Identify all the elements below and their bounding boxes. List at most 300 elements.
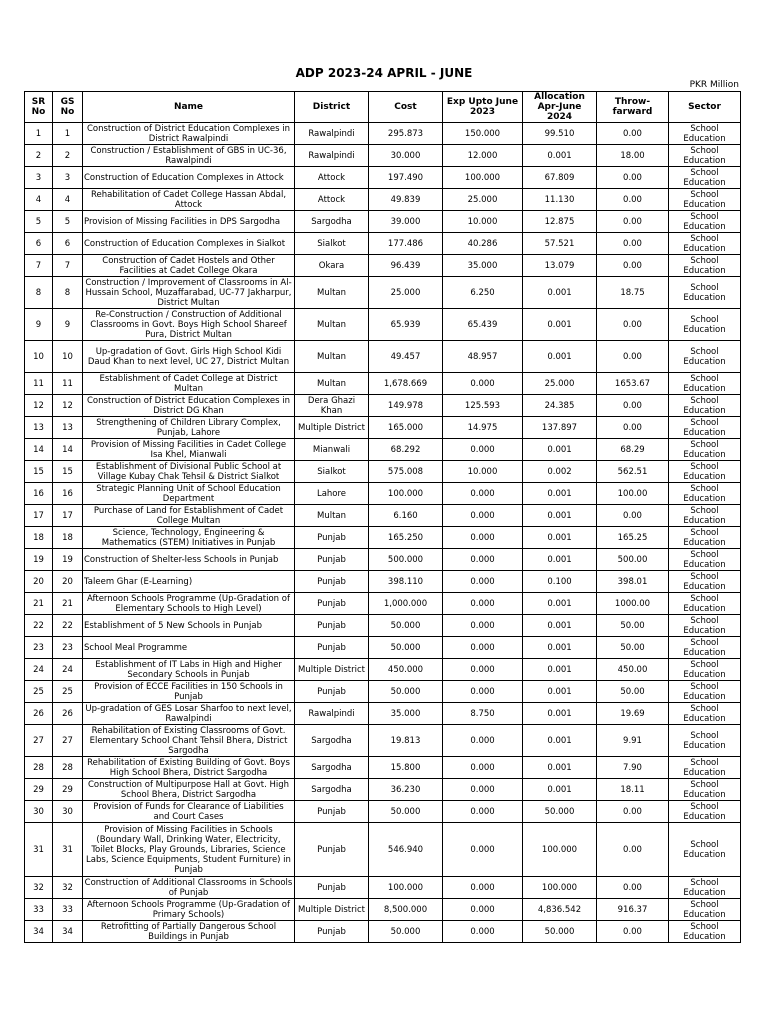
cell-district-text: Attock: [317, 172, 346, 183]
cell-name-text: Construction of District Education Complexes in District DG Khan: [86, 395, 291, 416]
cell-sr-no: [25, 779, 53, 801]
cell-cost-text: 165.000: [387, 422, 424, 433]
table-row: [25, 505, 741, 527]
cell-exp-upto-june-2023: [443, 341, 523, 373]
currency-unit-label: PKR Million: [689, 80, 739, 90]
document-title: ADP 2023-24 APRIL - JUNE: [295, 66, 473, 80]
table-row: [25, 725, 741, 757]
cell-exp-upto-june-2023: [443, 395, 523, 417]
cell-sr-no: [25, 145, 53, 167]
cell-allocation-apr-june-2024-text: 100.000: [541, 882, 578, 893]
cell-allocation-apr-june-2024: [523, 395, 597, 417]
cell-allocation-apr-june-2024-text: 0.001: [547, 319, 572, 330]
cell-exp-upto-june-2023: [443, 681, 523, 703]
cell-gs-no-text: 26: [62, 708, 73, 719]
cell-allocation-apr-june-2024: [523, 417, 597, 439]
table-row: [25, 659, 741, 681]
cell-allocation-apr-june-2024-text: 0.002: [547, 466, 572, 477]
cell-allocation-apr-june-2024-text: 0.001: [547, 708, 572, 719]
cell-sector: [669, 725, 741, 757]
cell-throw-forward-text: 562.51: [617, 466, 648, 477]
cell-sector: [669, 167, 741, 189]
cell-cost: [369, 233, 443, 255]
cell-sr-no: [25, 899, 53, 921]
cell-sr-no: [25, 417, 53, 439]
header-throw-forward: Throw-farward: [597, 92, 669, 123]
cell-cost: [369, 417, 443, 439]
cell-throw-forward: [597, 899, 669, 921]
cell-exp-upto-june-2023-text: 0.000: [470, 664, 495, 675]
cell-gs-no-text: 16: [62, 488, 73, 499]
cell-throw-forward-text: 0.00: [623, 400, 642, 411]
cell-sr-no: [25, 571, 53, 593]
cell-gs-no-text: 15: [62, 466, 73, 477]
cell-sr-no-text: 30: [33, 806, 44, 817]
cell-allocation-apr-june-2024-text: 0.001: [547, 642, 572, 653]
cell-district: [295, 167, 369, 189]
cell-gs-no: [53, 659, 83, 681]
cell-sector: [669, 189, 741, 211]
cell-gs-no-text: 3: [64, 172, 71, 183]
cell-allocation-apr-june-2024: [523, 277, 597, 309]
cell-allocation-apr-june-2024: [523, 757, 597, 779]
cell-name-text: Provision of Funds for Clearance of Liabilities and Court Cases: [93, 801, 284, 822]
cell-sr-no: [25, 373, 53, 395]
cell-name: [83, 255, 295, 277]
cell-exp-upto-june-2023-text: 65.439: [467, 319, 498, 330]
cell-allocation-apr-june-2024: [523, 461, 597, 483]
cell-gs-no-text: 32: [62, 882, 73, 893]
cell-district-text: Punjab: [317, 532, 346, 543]
cell-district-text: Punjab: [317, 642, 346, 653]
cell-name: [83, 167, 295, 189]
cell-exp-upto-june-2023: [443, 145, 523, 167]
cell-allocation-apr-june-2024: [523, 779, 597, 801]
table-row: [25, 309, 741, 341]
header-sector: Sector: [669, 92, 741, 123]
cell-name-text: Provision of Missing Facilities in Cadet College Isa Khel, Mianwali: [90, 439, 287, 460]
cell-throw-forward: [597, 659, 669, 681]
cell-district: [295, 123, 369, 145]
cell-sector-text: School Education: [683, 615, 726, 636]
cell-exp-upto-june-2023-text: 0.000: [470, 510, 495, 521]
cell-exp-upto-june-2023: [443, 417, 523, 439]
cell-district: [295, 233, 369, 255]
cell-name: [83, 309, 295, 341]
cell-gs-no: [53, 145, 83, 167]
cell-sector: [669, 779, 741, 801]
cell-exp-upto-june-2023: [443, 725, 523, 757]
cell-sector: [669, 277, 741, 309]
table-row: [25, 593, 741, 615]
cell-gs-no-text: 17: [62, 510, 73, 521]
cell-district: [295, 417, 369, 439]
cell-exp-upto-june-2023: [443, 877, 523, 899]
cell-exp-upto-june-2023-text: 0.000: [470, 686, 495, 697]
cell-sr-no: [25, 233, 53, 255]
cell-allocation-apr-june-2024-text: 137.897: [541, 422, 578, 433]
cell-exp-upto-june-2023-text: 0.000: [470, 554, 495, 565]
cell-allocation-apr-june-2024-text: 0.001: [547, 554, 572, 565]
cell-sector-text: School Education: [683, 233, 726, 254]
cell-gs-no: [53, 549, 83, 571]
cell-exp-upto-june-2023: [443, 123, 523, 145]
table-header-row: [25, 92, 741, 123]
cell-name: [83, 527, 295, 549]
cell-exp-upto-june-2023-text: 0.000: [470, 642, 495, 653]
cell-district-text: Multiple District: [298, 664, 365, 675]
cell-district: [295, 725, 369, 757]
cell-allocation-apr-june-2024-text: 0.001: [547, 444, 572, 455]
cell-name: [83, 801, 295, 823]
cell-exp-upto-june-2023: [443, 527, 523, 549]
cell-sector: [669, 637, 741, 659]
cell-sr-no-text: 6: [35, 238, 42, 249]
cell-exp-upto-june-2023: [443, 571, 523, 593]
cell-gs-no-text: 28: [62, 762, 73, 773]
cell-name-text: Retrofitting of Partially Dangerous School Buildings in Punjab: [100, 921, 277, 942]
cell-gs-no-text: 12: [62, 400, 73, 411]
cell-sector: [669, 757, 741, 779]
cell-cost: [369, 615, 443, 637]
cell-sr-no-text: 12: [33, 400, 44, 411]
cell-sr-no: [25, 823, 53, 877]
cell-allocation-apr-june-2024: [523, 189, 597, 211]
cell-cost: [369, 211, 443, 233]
cell-exp-upto-june-2023-text: 0.000: [470, 735, 495, 746]
cell-throw-forward: [597, 417, 669, 439]
cell-allocation-apr-june-2024: [523, 725, 597, 757]
cell-throw-forward-text: 9.91: [623, 735, 642, 746]
cell-district-text: Multan: [316, 510, 346, 521]
cell-throw-forward: [597, 277, 669, 309]
cell-exp-upto-june-2023-text: 10.000: [467, 466, 498, 477]
cell-allocation-apr-june-2024: [523, 439, 597, 461]
cell-exp-upto-june-2023-text: 6.250: [470, 287, 495, 298]
cell-throw-forward: [597, 615, 669, 637]
cell-throw-forward: [597, 505, 669, 527]
cell-name-text: Purchase of Land for Establishment of Cadet College Multan: [93, 505, 284, 526]
cell-allocation-apr-june-2024-text: 67.809: [544, 172, 575, 183]
cell-sr-no: [25, 801, 53, 823]
cell-sr-no-text: 3: [35, 172, 42, 183]
cell-exp-upto-june-2023-text: 0.000: [470, 844, 495, 855]
cell-sr-no-text: 16: [33, 488, 44, 499]
cell-sr-no: [25, 703, 53, 725]
cell-allocation-apr-june-2024: [523, 211, 597, 233]
cell-allocation-apr-june-2024: [523, 899, 597, 921]
cell-exp-upto-june-2023-text: 25.000: [467, 194, 498, 205]
cell-district-text: Punjab: [317, 882, 346, 893]
cell-allocation-apr-june-2024-text: 12.875: [544, 216, 575, 227]
cell-throw-forward: [597, 145, 669, 167]
cell-cost-text: 25.000: [390, 287, 421, 298]
cell-allocation-apr-june-2024-text: 0.001: [547, 351, 572, 362]
cell-sr-no: [25, 505, 53, 527]
cell-cost-text: 1,000.000: [383, 598, 428, 609]
cell-district: [295, 373, 369, 395]
cell-district-text: Lahore: [316, 488, 347, 499]
cell-sr-no: [25, 395, 53, 417]
cell-exp-upto-june-2023: [443, 615, 523, 637]
cell-throw-forward-text: 398.01: [617, 576, 648, 587]
table-row: [25, 527, 741, 549]
table-row: [25, 373, 741, 395]
cell-sr-no: [25, 593, 53, 615]
cell-name-text: Taleem Ghar (E-Learning): [84, 576, 193, 587]
cell-cost-text: 19.813: [390, 735, 421, 746]
cell-cost: [369, 571, 443, 593]
cell-throw-forward-text: 0.00: [623, 216, 642, 227]
cell-throw-forward: [597, 757, 669, 779]
cell-name: [83, 483, 295, 505]
cell-name: [83, 779, 295, 801]
cell-sector-text: School Education: [683, 681, 726, 702]
table-row: [25, 615, 741, 637]
cell-throw-forward: [597, 341, 669, 373]
table-row: [25, 167, 741, 189]
cell-allocation-apr-june-2024: [523, 801, 597, 823]
cell-allocation-apr-june-2024: [523, 593, 597, 615]
cell-throw-forward-text: 0.00: [623, 510, 642, 521]
cell-exp-upto-june-2023: [443, 593, 523, 615]
cell-throw-forward-text: 0.00: [623, 351, 642, 362]
cell-name-text: Rehabilitation of Existing Building of Govt. Boys High School Bhera, District Sargodha: [87, 757, 290, 778]
cell-gs-no: [53, 571, 83, 593]
cell-allocation-apr-june-2024-text: 25.000: [544, 378, 575, 389]
cell-gs-no-text: 2: [64, 150, 71, 161]
cell-district-text: Multiple District: [298, 904, 365, 915]
cell-sr-no: [25, 483, 53, 505]
table-row: [25, 899, 741, 921]
cell-throw-forward-text: 18.75: [620, 287, 645, 298]
cell-name: [83, 505, 295, 527]
cell-sector-text: School Education: [683, 730, 726, 751]
cell-district: [295, 681, 369, 703]
cell-exp-upto-june-2023: [443, 483, 523, 505]
cell-sector: [669, 145, 741, 167]
cell-district-text: Rawalpindi: [308, 708, 355, 719]
cell-sector: [669, 439, 741, 461]
cell-sector-text: School Education: [683, 373, 726, 394]
cell-exp-upto-june-2023-text: 8.750: [470, 708, 495, 719]
cell-exp-upto-june-2023-text: 0.000: [470, 784, 495, 795]
cell-name: [83, 823, 295, 877]
cell-district: [295, 395, 369, 417]
table-row: [25, 211, 741, 233]
cell-sector: [669, 341, 741, 373]
cell-cost: [369, 255, 443, 277]
table-row: [25, 681, 741, 703]
cell-exp-upto-june-2023-text: 0.000: [470, 576, 495, 587]
cell-cost: [369, 395, 443, 417]
cell-sr-no: [25, 757, 53, 779]
cell-sr-no-text: 9: [35, 319, 42, 330]
table-row: [25, 779, 741, 801]
cell-name-text: Afternoon Schools Programme (Up-Gradation of Primary Schools): [87, 899, 290, 920]
cell-district: [295, 549, 369, 571]
cell-name-text: Establishment of Cadet College at District Multan: [99, 373, 278, 394]
cell-allocation-apr-june-2024-text: 100.000: [541, 844, 578, 855]
table-row: [25, 145, 741, 167]
table-row: [25, 877, 741, 899]
cell-cost: [369, 505, 443, 527]
cell-gs-no: [53, 483, 83, 505]
cell-cost-text: 500.000: [387, 554, 424, 565]
cell-throw-forward: [597, 801, 669, 823]
cell-cost: [369, 145, 443, 167]
table-row: [25, 439, 741, 461]
cell-exp-upto-june-2023-text: 48.957: [467, 351, 498, 362]
cell-name-text: Construction of District Education Complexes in District Rawalpindi: [86, 123, 291, 144]
cell-name-text: Provision of Missing Facilities in DPS Sargodha: [84, 216, 281, 227]
cell-exp-upto-june-2023-text: 0.000: [470, 904, 495, 915]
cell-sr-no: [25, 341, 53, 373]
cell-cost-text: 50.000: [390, 806, 421, 817]
cell-gs-no-text: 14: [62, 444, 73, 455]
cell-sector-text: School Education: [683, 757, 726, 778]
cell-allocation-apr-june-2024-text: 0.001: [547, 735, 572, 746]
cell-throw-forward-text: 0.00: [623, 319, 642, 330]
cell-cost-text: 8,500.000: [383, 904, 428, 915]
cell-throw-forward: [597, 255, 669, 277]
cell-sector-text: School Education: [683, 703, 726, 724]
cell-allocation-apr-june-2024-text: 0.001: [547, 510, 572, 521]
table-row: [25, 483, 741, 505]
cell-exp-upto-june-2023: [443, 823, 523, 877]
cell-name: [83, 189, 295, 211]
cell-district: [295, 823, 369, 877]
cell-name-text: Establishment of Divisional Public School at Village Kubay Chak Tehsil & District Sialkot: [95, 461, 282, 482]
cell-district: [295, 615, 369, 637]
cell-exp-upto-june-2023: [443, 659, 523, 681]
cell-gs-no-text: 8: [64, 287, 71, 298]
cell-sector: [669, 233, 741, 255]
cell-sr-no-text: 2: [35, 150, 42, 161]
cell-sector: [669, 899, 741, 921]
cell-name-text: Re-Construction / Construction of Additional Classrooms in Govt. Boys High School Shareef Pura, District Multan: [90, 309, 287, 340]
cell-exp-upto-june-2023: [443, 439, 523, 461]
cell-sr-no-text: 26: [33, 708, 44, 719]
table-row: [25, 921, 741, 943]
cell-cost: [369, 549, 443, 571]
cell-cost-text: 65.939: [390, 319, 421, 330]
cell-exp-upto-june-2023-text: 0.000: [470, 882, 495, 893]
cell-exp-upto-june-2023-text: 0.000: [470, 488, 495, 499]
cell-throw-forward: [597, 211, 669, 233]
cell-sr-no: [25, 921, 53, 943]
cell-name-text: Establishment of IT Labs in High and Higher Secondary Schools in Punjab: [95, 659, 282, 680]
cell-throw-forward-text: 19.69: [620, 708, 645, 719]
cell-throw-forward: [597, 823, 669, 877]
cell-cost-text: 6.160: [393, 510, 418, 521]
cell-name: [83, 725, 295, 757]
cell-exp-upto-june-2023: [443, 211, 523, 233]
cell-district: [295, 527, 369, 549]
table-row: [25, 417, 741, 439]
cell-sr-no: [25, 877, 53, 899]
cell-district: [295, 593, 369, 615]
cell-sr-no: [25, 211, 53, 233]
cell-exp-upto-june-2023-text: 0.000: [470, 378, 495, 389]
cell-exp-upto-june-2023: [443, 549, 523, 571]
cell-cost-text: 50.000: [390, 620, 421, 631]
cell-throw-forward: [597, 439, 669, 461]
cell-allocation-apr-june-2024: [523, 877, 597, 899]
cell-district: [295, 921, 369, 943]
cell-district-text: Punjab: [317, 926, 346, 937]
cell-exp-upto-june-2023-text: 35.000: [467, 260, 498, 271]
cell-gs-no: [53, 233, 83, 255]
cell-sector-text: School Education: [683, 801, 726, 822]
cell-throw-forward-text: 0.00: [623, 238, 642, 249]
cell-allocation-apr-june-2024-text: 99.510: [544, 128, 575, 139]
cell-sr-no-text: 20: [33, 576, 44, 587]
cell-sr-no: [25, 255, 53, 277]
cell-sr-no-text: 14: [33, 444, 44, 455]
cell-gs-no-text: 7: [64, 260, 71, 271]
cell-gs-no: [53, 395, 83, 417]
cell-gs-no: [53, 123, 83, 145]
cell-cost-text: 49.839: [390, 194, 421, 205]
cell-exp-upto-june-2023-text: 0.000: [470, 532, 495, 543]
cell-exp-upto-june-2023: [443, 505, 523, 527]
cell-gs-no-text: 20: [62, 576, 73, 587]
cell-gs-no: [53, 439, 83, 461]
cell-gs-no: [53, 681, 83, 703]
cell-name-text: Up-gradation of Govt. Girls High School Kidi Daud Khan to next level, UC 27, District Multan: [87, 346, 290, 367]
cell-cost: [369, 681, 443, 703]
cell-allocation-apr-june-2024-text: 0.001: [547, 150, 572, 161]
cell-sector: [669, 417, 741, 439]
cell-cost: [369, 659, 443, 681]
cell-cost-text: 165.250: [387, 532, 424, 543]
cell-district: [295, 899, 369, 921]
cell-throw-forward-text: 916.37: [617, 904, 648, 915]
cell-gs-no: [53, 277, 83, 309]
cell-name-text: Afternoon Schools Programme (Up-Gradation of Elementary Schools to High Level): [87, 593, 290, 614]
cell-gs-no-text: 10: [62, 351, 73, 362]
cell-sector-text: School Education: [683, 505, 726, 526]
cell-district-text: Dera Ghazi Khan: [307, 395, 356, 416]
cell-district-text: Sargodha: [311, 216, 352, 227]
cell-exp-upto-june-2023: [443, 373, 523, 395]
cell-cost: [369, 439, 443, 461]
cell-throw-forward: [597, 233, 669, 255]
cell-throw-forward-text: 0.00: [623, 128, 642, 139]
cell-allocation-apr-june-2024: [523, 255, 597, 277]
header-sr-no: SR No: [25, 92, 53, 123]
cell-gs-no-text: 4: [64, 194, 71, 205]
cell-allocation-apr-june-2024-text: 0.001: [547, 620, 572, 631]
cell-name-text: Construction / Establishment of GBS in UC-36, Rawalpindi: [90, 145, 287, 166]
cell-sector-text: School Education: [683, 282, 726, 303]
cell-throw-forward: [597, 395, 669, 417]
cell-district-text: Punjab: [317, 554, 346, 565]
cell-sr-no: [25, 439, 53, 461]
cell-allocation-apr-june-2024-text: 50.000: [544, 806, 575, 817]
cell-sector: [669, 505, 741, 527]
cell-district-text: Sargodha: [311, 762, 352, 773]
cell-name: [83, 615, 295, 637]
cell-sector: [669, 703, 741, 725]
cell-throw-forward-text: 68.29: [620, 444, 645, 455]
cell-gs-no: [53, 373, 83, 395]
cell-sector-text: School Education: [683, 899, 726, 920]
cell-cost-text: 398.110: [387, 576, 424, 587]
cell-name-text: Science, Technology, Engineering & Mathematics (STEM) Initiatives in Punjab: [101, 527, 276, 548]
header-allocation-apr-june-2024: Allocation Apr-June 2024: [523, 92, 597, 123]
